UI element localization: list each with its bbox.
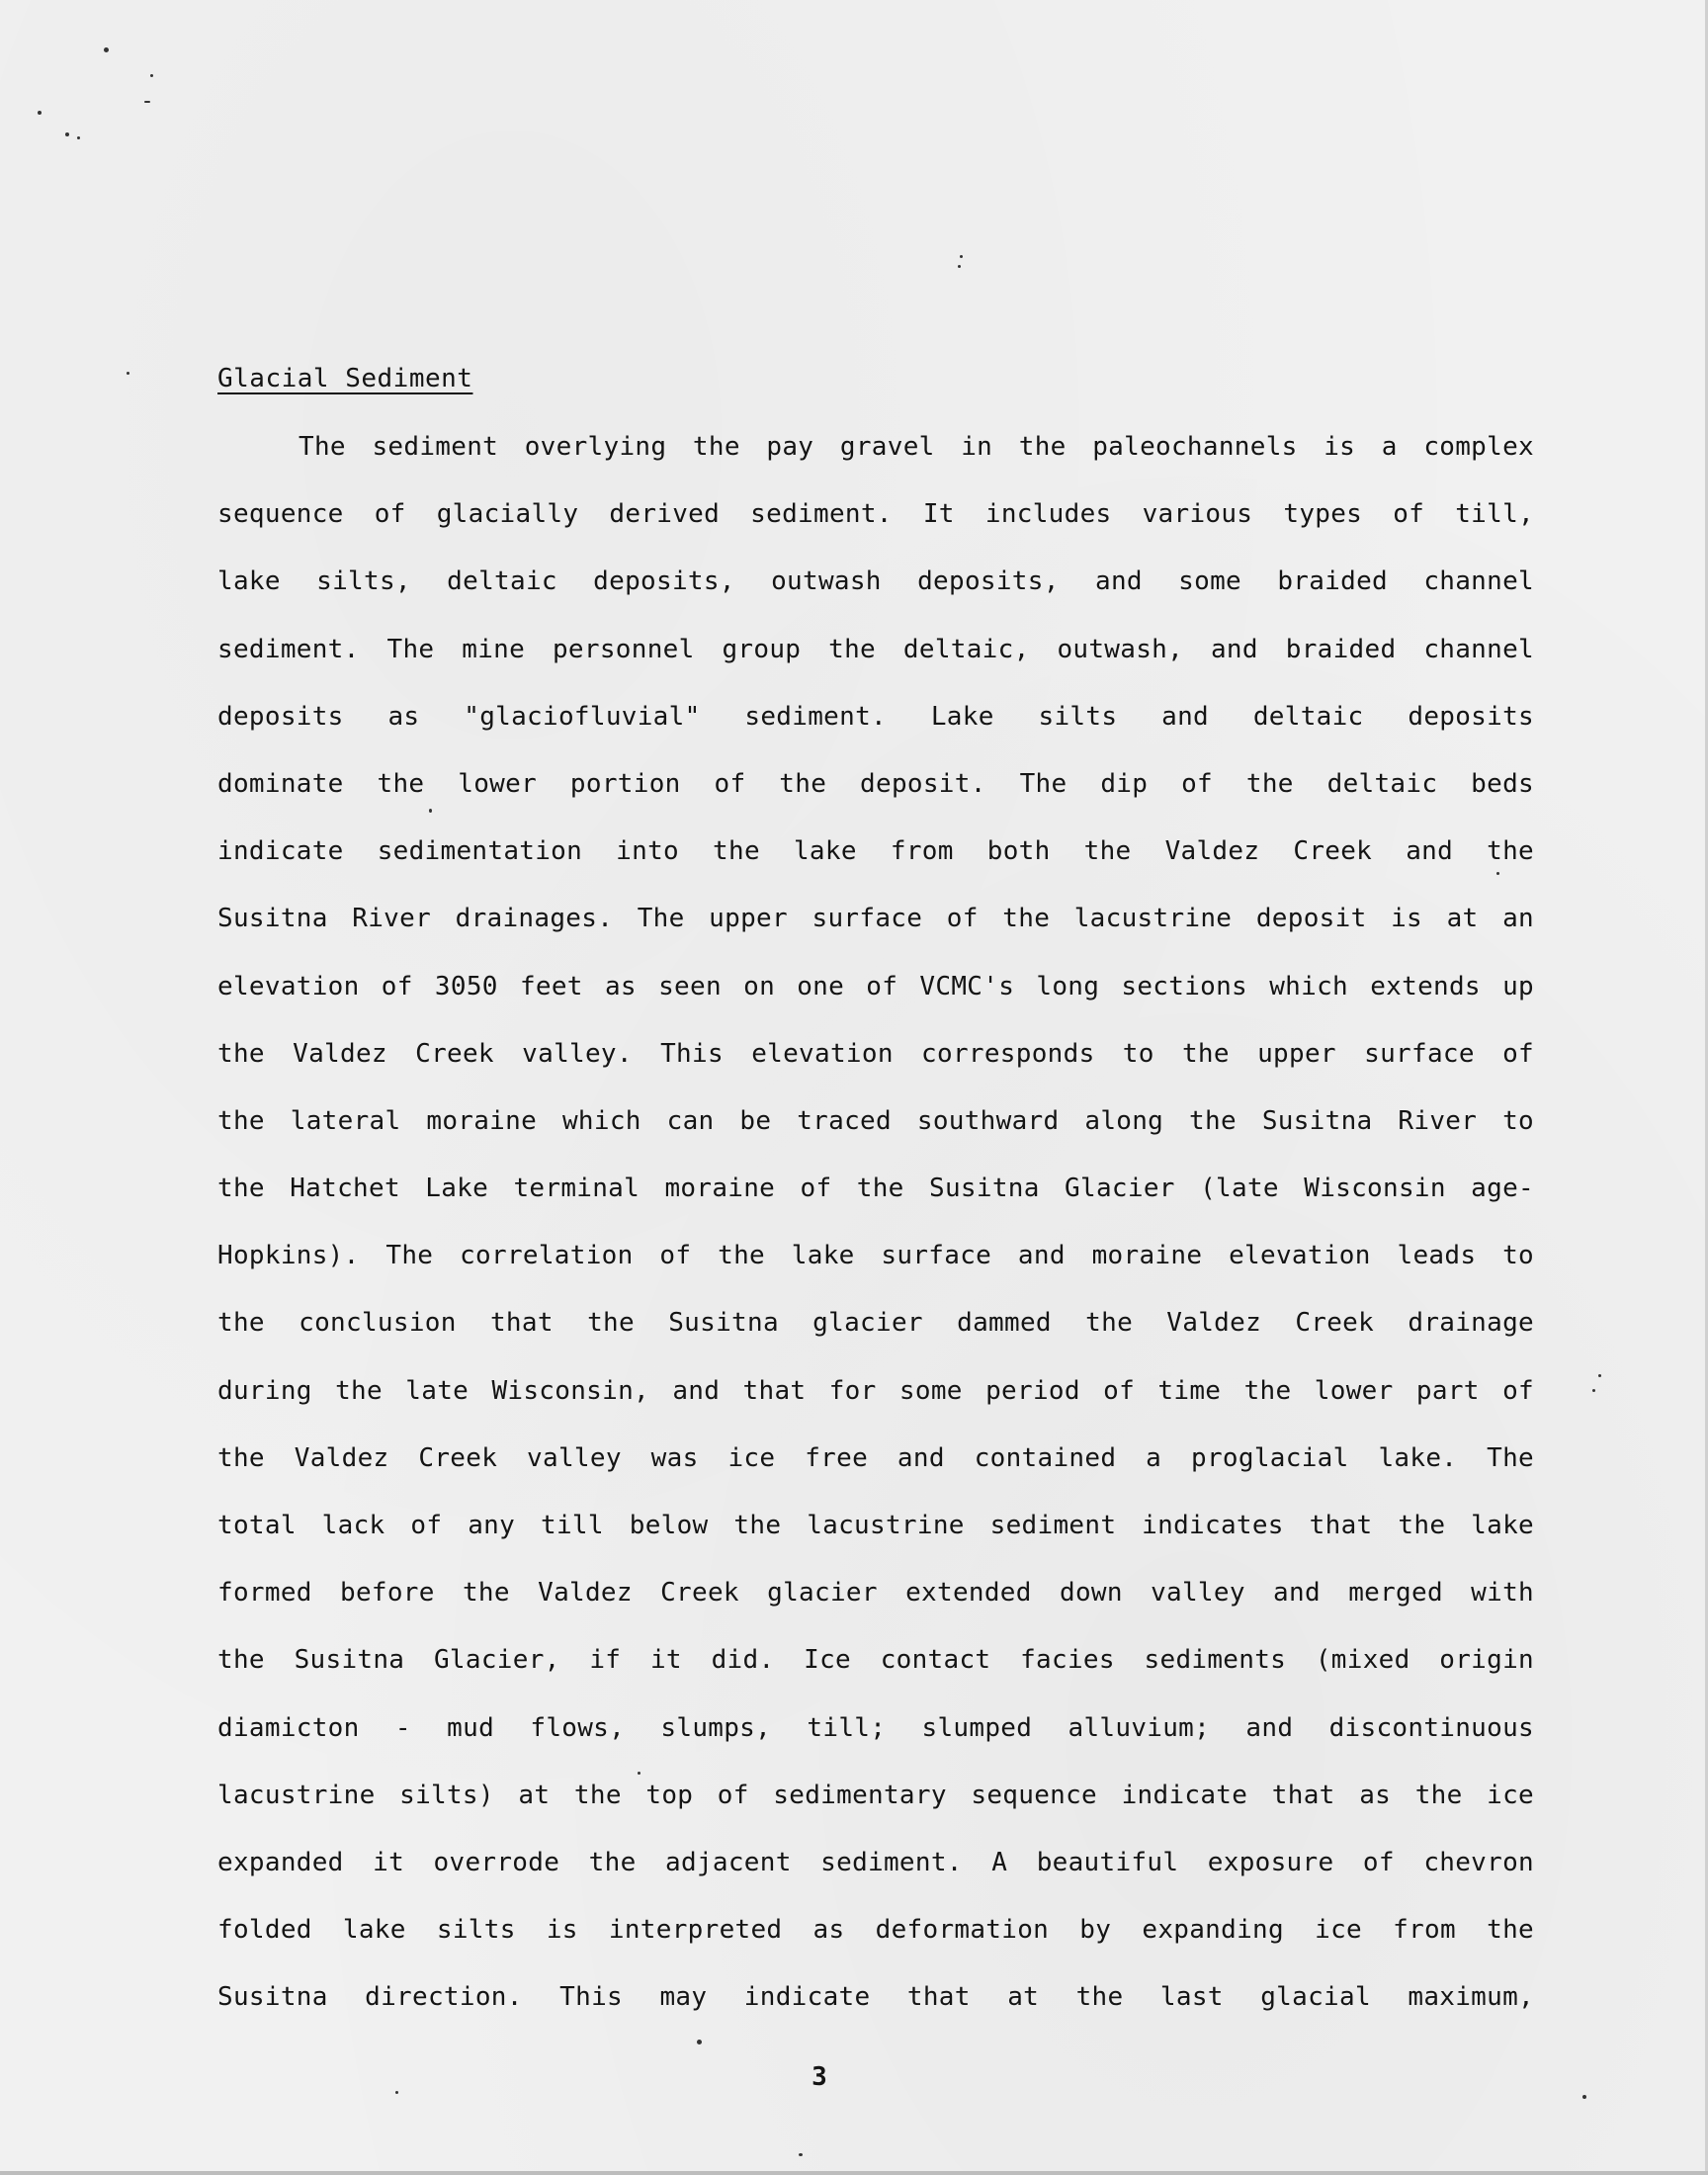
scan-speck — [38, 111, 42, 115]
scan-speck — [799, 2153, 803, 2156]
scan-speck — [958, 265, 961, 268]
scan-speck — [1496, 872, 1499, 875]
text-line: the Hatchet Lake terminal moraine of the Susitna Glacier (late Wisconsin age- — [217, 1174, 1534, 1204]
body-paragraph — [217, 425, 1534, 2044]
text-line: sequence of glacially derived sediment. It includes various types of till, — [217, 499, 1534, 530]
scan-speck — [1582, 2095, 1586, 2099]
scan-speck — [429, 809, 432, 813]
scan-speck — [150, 74, 153, 77]
text-line: folded lake silts is interpreted as deformation by expanding ice from the — [217, 1915, 1534, 1946]
text-line: total lack of any till below the lacustrine sediment indicates that the lake — [217, 1511, 1534, 1540]
text-line: The sediment overlying the pay gravel in the paleochannels is a complex — [299, 432, 1534, 462]
text-line: Hopkins). The correlation of the lake surface and moraine elevation leads to — [217, 1241, 1534, 1271]
scan-speck — [77, 136, 80, 139]
scan-speck — [144, 101, 150, 103]
text-line: the Valdez Creek valley. This elevation corresponds to the upper surface of — [217, 1038, 1534, 1069]
scan-speck — [1592, 1389, 1595, 1392]
scan-speck — [395, 2091, 398, 2094]
scan-speck — [1598, 1374, 1601, 1377]
text-line: the conclusion that the Susitna glacier dammed the Valdez Creek drainage — [217, 1308, 1534, 1339]
text-line: elevation of 3050 feet as seen on one of VCMC's long sections which extends up — [217, 971, 1534, 1001]
text-line: lacustrine silts) at the top of sedimentary sequence indicate that as the ice — [217, 1780, 1534, 1810]
text-line: indicate sedimentation into the lake from both the Valdez Creek and the — [217, 836, 1534, 867]
text-line: lake silts, deltaic deposits, outwash deposits, and some braided channel — [217, 566, 1534, 597]
scan-speck — [104, 47, 109, 52]
text-line: Susitna River drainages. The upper surface of the lacustrine deposit is at an — [217, 904, 1534, 934]
text-line: the lateral moraine which can be traced southward along the Susitna River to — [217, 1105, 1534, 1136]
scan-speck — [127, 372, 129, 375]
text-line: dominate the lower portion of the deposit. The dip of the deltaic beds — [217, 768, 1534, 799]
text-line: expanded it overrode the adjacent sediment. A beautiful exposure of chevron — [217, 1847, 1534, 1877]
scan-speck — [65, 132, 69, 136]
scan-speck — [697, 2040, 702, 2044]
text-line: the Susitna Glacier, if it did. Ice contact facies sediments (mixed origin — [217, 1645, 1534, 1676]
page-number: 3 — [811, 2062, 827, 2092]
text-line: Susitna direction. This may indicate that at the last glacial maximum, — [217, 1982, 1534, 2013]
scan-speck — [960, 255, 963, 258]
section-heading: Glacial Sediment — [217, 364, 473, 393]
text-line: deposits as "glaciofluvial" sediment. Lake silts and deltaic deposits — [217, 701, 1534, 732]
text-line: formed before the Valdez Creek glacier extended down valley and merged with — [217, 1578, 1534, 1609]
text-line: diamicton - mud flows, slumps, till; slumped alluvium; and discontinuous — [217, 1712, 1534, 1743]
scan-edge — [0, 2171, 1708, 2175]
text-line: the Valdez Creek valley was ice free and contained a proglacial lake. The — [217, 1442, 1534, 1473]
scan-speck — [638, 1772, 640, 1775]
text-line: during the late Wisconsin, and that for some period of time the lower part of — [217, 1375, 1534, 1406]
text-line: sediment. The mine personnel group the deltaic, outwash, and braided channel — [217, 634, 1534, 664]
